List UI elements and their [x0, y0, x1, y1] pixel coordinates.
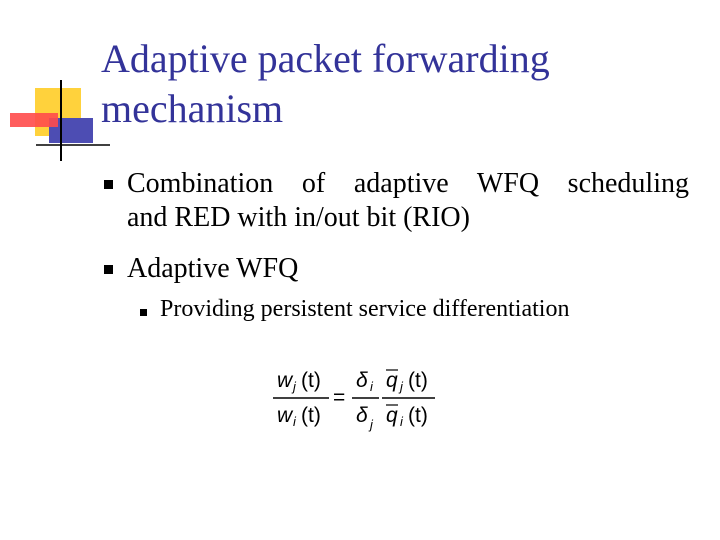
eq-lhs-den-arg: (t) [301, 404, 321, 427]
eq-lhs-den-w: w [277, 404, 293, 427]
square-bullet-icon [104, 265, 113, 274]
eq-lhs-num-w: w [277, 369, 293, 392]
bullet-text [127, 167, 689, 235]
slide-title-line-1: Adaptive packet forwarding [101, 36, 550, 81]
eq-delta-num: δ [356, 369, 368, 392]
wfq-weight-equation [265, 360, 465, 440]
eq-delta-num-sub: i [370, 379, 373, 394]
square-bullet-icon [104, 180, 113, 189]
bullet-line: Providing persistent service differentiation [160, 296, 570, 322]
eq-lhs-den-sub: i [293, 414, 296, 429]
eq-q-den: q [386, 404, 398, 427]
eq-q-num-arg: (t) [408, 369, 428, 392]
eq-lhs-num-arg: (t) [301, 369, 321, 392]
eq-q-den-arg: (t) [408, 404, 428, 427]
eq-q-num: q [386, 369, 398, 392]
square-bullet-icon [140, 309, 147, 316]
eq-q-num-sub: j [400, 379, 403, 394]
bullet-text [160, 294, 569, 324]
eq-q-den-sub: i [400, 414, 403, 429]
red-bar [10, 113, 58, 127]
bullet-text [127, 252, 298, 286]
eq-delta-den-sub: j [370, 417, 373, 432]
bullet-line: Adaptive WFQ [127, 253, 299, 284]
bullet-line: and RED with in/out bit (RIO) [127, 202, 470, 233]
eq-equals-sign: = [333, 386, 346, 409]
slide-title [101, 34, 701, 134]
slide-title-line-2: mechanism [101, 86, 284, 131]
eq-lhs-num-sub: j [293, 379, 296, 394]
eq-delta-den: δ [356, 404, 368, 427]
slide-corner-decoration-icon [0, 0, 110, 165]
bullet-line: Combination of adaptive WFQ scheduling [127, 168, 689, 199]
